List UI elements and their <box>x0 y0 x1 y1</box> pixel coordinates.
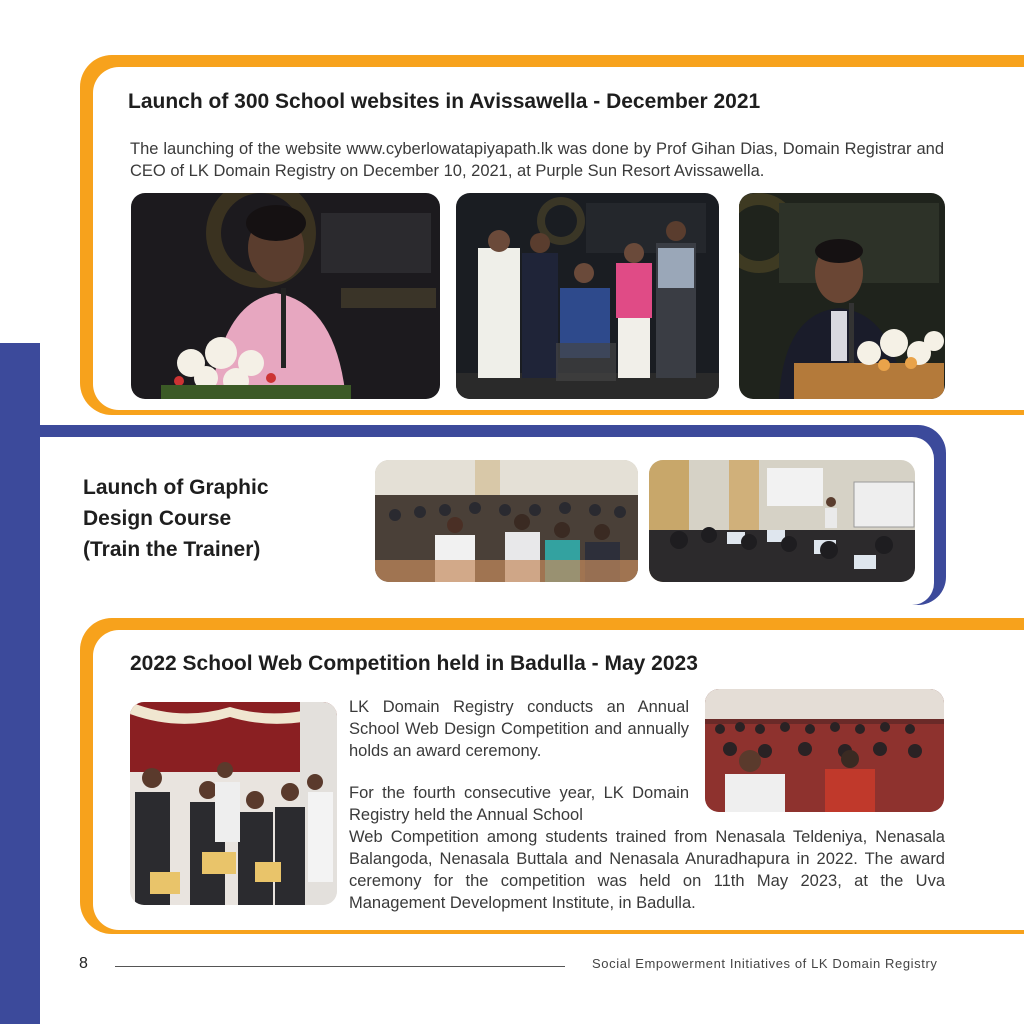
photo-award-students <box>130 702 337 905</box>
footer-divider <box>115 966 565 967</box>
photo-speaker-man <box>739 193 945 399</box>
section2-title-line1: Launch of Graphic <box>83 476 269 499</box>
section1-title: Launch of 300 School websites in Avissawella - December 2021 <box>128 90 761 113</box>
page-number: 8 <box>79 955 88 972</box>
section3-para2-wrapped: For the fourth consecutive year, LK Domain Registry held the Annual School <box>349 784 689 824</box>
photo-speaker-woman <box>131 193 440 399</box>
section3-para1: LK Domain Registry conducts an Annual School Web Design Competition and annually holds an award ceremony. <box>349 698 689 760</box>
section2-title <box>83 472 269 565</box>
photo-audience <box>705 689 944 812</box>
section1-text: The launching of the website www.cyberlowatapiyapath.lk was done by Prof Gihan Dias, Domain Registrar and CEO of LK Domain Registry on December 10, 2021, at Purple Sun Resort Avissawella. <box>130 140 944 180</box>
photo-training-hall <box>375 460 638 582</box>
section2-title-line2: Design Course <box>83 507 232 530</box>
photo-group-ceremony <box>456 193 719 399</box>
section3-para2-full: Web Competition among students trained from Nenasala Teldeniya, Nenasala Balangoda, Nenasala Buttala and Nenasala Anuradhapura in 2022. The award ceremony for the competition was held on 11th May 2023, at the Uva Management Development Institute, in Badulla. <box>349 828 945 912</box>
photo-computer-lab <box>649 460 915 582</box>
section2-title-line3: (Train the Trainer) <box>83 538 261 561</box>
left-accent-bar <box>0 343 40 1024</box>
section3-title: 2022 School Web Competition held in Badulla - May 2023 <box>130 652 698 675</box>
footer-caption: Social Empowerment Initiatives of LK Domain Registry <box>592 956 938 971</box>
